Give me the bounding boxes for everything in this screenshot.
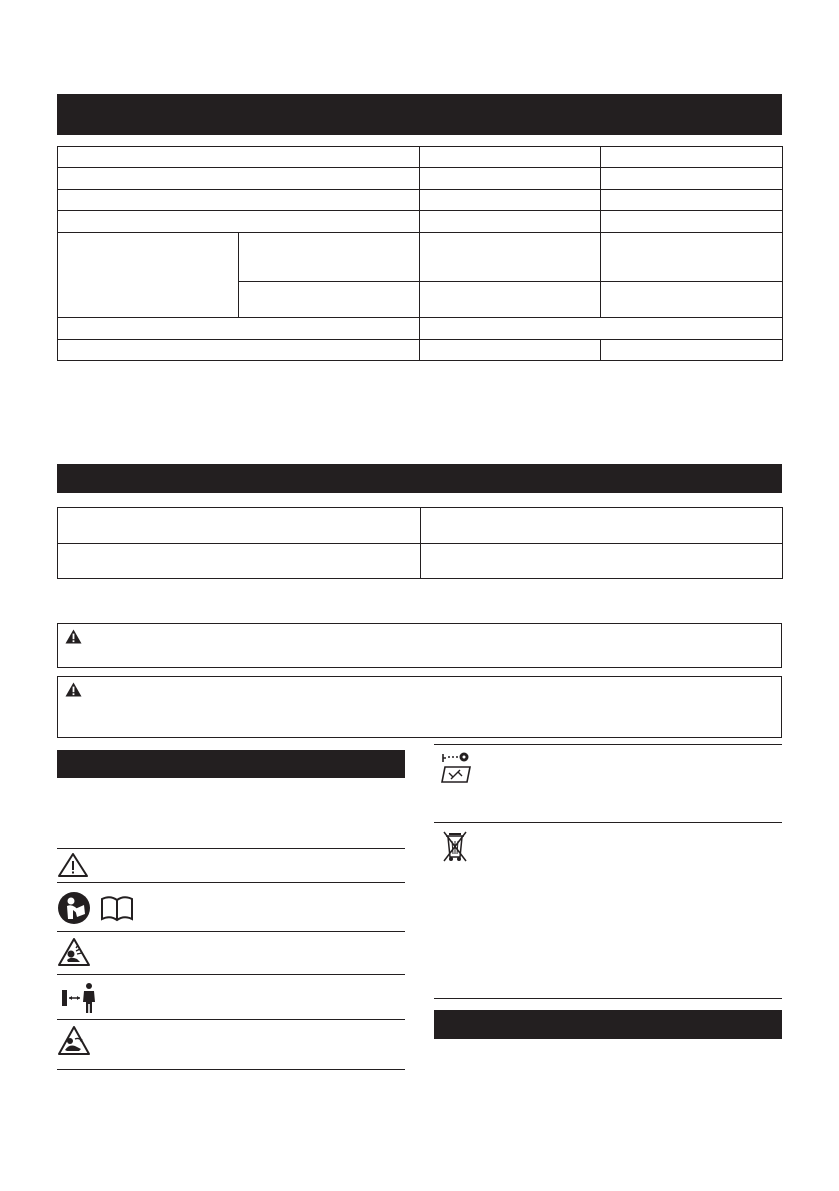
table-row: [58, 544, 783, 579]
warning-triangle-outline-icon: [57, 852, 89, 878]
read-manual-icon: [58, 891, 134, 925]
table-cell: [601, 282, 783, 318]
table-row: [58, 147, 783, 168]
symbols-header-bar: [57, 750, 405, 778]
flying-debris-icon: [57, 937, 91, 967]
table-cell: [58, 168, 420, 190]
specifications-header-bar: [57, 94, 782, 135]
table-cell: [58, 340, 420, 361]
declaration-header-bar: [57, 464, 782, 493]
table-cell: [420, 318, 783, 340]
divider: [57, 1069, 405, 1070]
table-cell: [420, 233, 601, 282]
divider: [434, 744, 782, 745]
table-cell: [58, 508, 421, 544]
table-cell: [601, 211, 783, 233]
keep-distance-icon: [60, 981, 100, 1015]
table-cell: [58, 233, 239, 318]
remove-key-before-service-icon: [440, 751, 476, 785]
next-section-header-bar: [434, 1010, 782, 1039]
divider: [434, 998, 782, 999]
divider: [434, 822, 782, 823]
table-row: [58, 190, 783, 211]
table-cell: [421, 508, 783, 544]
table-cell: [239, 233, 420, 282]
table-cell: [601, 147, 783, 168]
table-cell: [420, 340, 601, 361]
warning-notice: [57, 623, 782, 668]
table-cell: [601, 233, 783, 282]
divider: [57, 848, 405, 849]
table-cell: [420, 211, 601, 233]
declaration-table: [57, 507, 783, 579]
divider: [57, 882, 405, 883]
warning-notice: [57, 676, 782, 738]
table-cell: [239, 282, 420, 318]
table-cell: [420, 190, 601, 211]
table-row: [58, 211, 783, 233]
table-cell: [420, 168, 601, 190]
table-row: [58, 233, 783, 282]
table-row: [58, 318, 783, 340]
crossed-out-wheelie-bin-icon: [441, 830, 469, 864]
specifications-table: [57, 146, 783, 361]
divider: [57, 931, 405, 932]
divider: [57, 1019, 405, 1020]
table-row: [58, 168, 783, 190]
table-cell: [421, 544, 783, 579]
table-cell: [58, 190, 420, 211]
table-cell: [601, 168, 783, 190]
table-row: [58, 340, 783, 361]
table-cell: [58, 544, 421, 579]
table-cell: [420, 147, 601, 168]
table-cell: [420, 282, 601, 318]
table-cell: [601, 190, 783, 211]
table-cell: [601, 340, 783, 361]
table-cell: [58, 318, 420, 340]
warning-triangle-icon: [65, 682, 82, 697]
divider: [57, 974, 405, 975]
kickback-icon: [57, 1025, 91, 1057]
table-cell: [58, 147, 420, 168]
table-cell: [58, 211, 420, 233]
table-row: [58, 508, 783, 544]
warning-triangle-icon: [65, 629, 82, 644]
